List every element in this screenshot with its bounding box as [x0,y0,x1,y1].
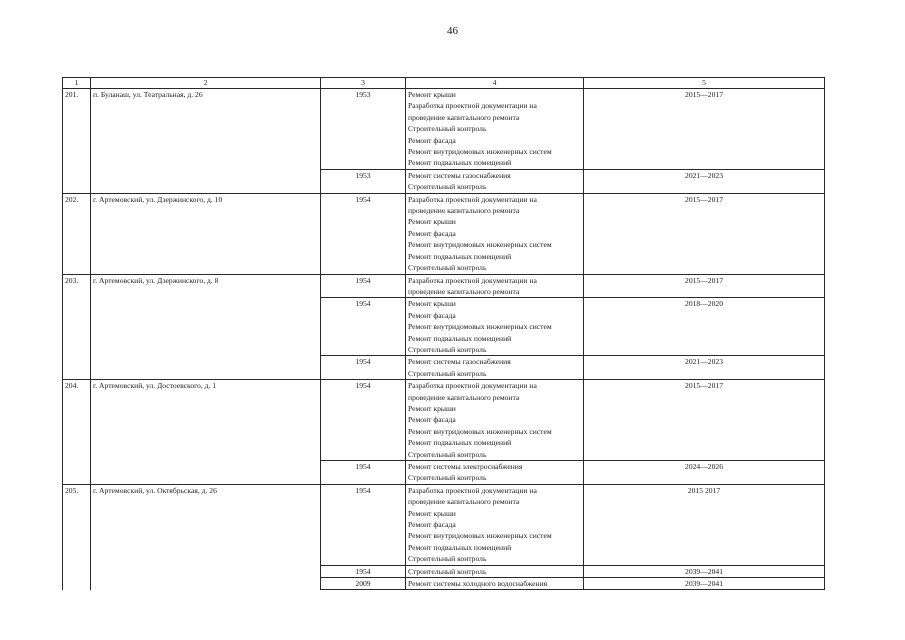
repair-work-item: Строительный контроль [408,449,487,459]
building-address: г. Артемовский, ул. Достоевского, д. 1 [91,380,321,485]
repair-works-list [406,565,584,577]
repair-work-item: Ремонт крыши [408,508,456,518]
repair-work-item: Строительный контроль [408,473,487,483]
repair-period: 2018—2020 [584,298,825,356]
repair-work-item: Разработка проектной документации на [408,194,537,204]
table-row [63,380,825,461]
construction-year: 1954 [321,565,406,577]
repair-work-item: Ремонт фасада [408,520,456,530]
building-number: 203. [63,274,91,380]
repair-work-item: Строительный контроль [408,344,487,354]
repair-work-item: Ремонт системы газоснабжения [408,357,511,367]
column-number-row [63,78,825,89]
repair-work-item: Ремонт подвальных помещений [408,542,512,552]
repair-work-item: Ремонт внутридомовых инженерных систем [408,240,552,250]
repair-period: 2024—2026 [584,461,825,485]
construction-year: 1954 [321,380,406,461]
construction-year: 1954 [321,193,406,274]
repair-work-item: Ремонт системы холодного водоснабжения [408,579,548,589]
repair-works-list [406,169,584,193]
repair-period: 2015—2017 [584,380,825,461]
repair-work-item: Строительный контроль [408,554,487,564]
repair-work-item: Ремонт подвальных помещений [408,251,512,261]
repair-period: 2015—2017 [584,193,825,274]
repair-work-item: Ремонт подвальных помещений [408,158,512,168]
column-header-4: 4 [406,78,584,89]
construction-year: 1954 [321,356,406,380]
repair-period: 2039—2041 [584,565,825,577]
repair-work-item: Строительный контроль [408,124,487,134]
repair-works-list [406,274,584,298]
repair-works-list [406,578,584,590]
construction-year: 1954 [321,484,406,565]
table-row [63,89,825,170]
repair-work-item: Ремонт внутридомовых инженерных систем [408,322,552,332]
construction-year: 1953 [321,89,406,170]
repair-work-item: Ремонт фасада [408,415,456,425]
construction-year: 1953 [321,169,406,193]
repair-work-item: Ремонт фасада [408,310,456,320]
table-row [63,274,825,298]
column-header-5: 5 [584,78,825,89]
repair-work-item: Ремонт крыши [408,403,456,413]
repair-work-item: Ремонт фасада [408,228,456,238]
repair-work-item: Ремонт крыши [408,299,456,309]
repair-period: 2015 2017 [584,484,825,565]
repair-period: 2039—2041 [584,578,825,590]
repair-works-list [406,298,584,356]
building-address: г. Артемовский, ул. Октябрьская, д. 26 [91,484,321,590]
building-number: 201. [63,89,91,194]
building-number: 204. [63,380,91,485]
table-row [63,484,825,565]
repair-work-item: проведение капитального ремонта [408,206,520,216]
repair-works-list [406,380,584,461]
building-number: 205. [63,484,91,590]
repair-work-item: Ремонт крыши [408,90,456,99]
building-number: 202. [63,193,91,274]
column-header-2: 2 [91,78,321,89]
repair-work-item: Ремонт внутридомовых инженерных систем [408,531,552,541]
building-address: п. Буланаш, ул. Театральная, д. 26 [91,89,321,194]
repair-work-item: Ремонт крыши [408,217,456,227]
repair-work-item: Ремонт фасада [408,135,456,145]
repair-work-item: Строительный контроль [408,566,487,576]
repair-work-item: Ремонт внутридомовых инженерных систем [408,426,552,436]
repair-work-item: Разработка проектной документации на [408,101,537,111]
repair-work-item: Разработка проектной документации на [408,381,537,391]
repair-work-item: Ремонт подвальных помещений [408,438,512,448]
repair-work-item: Ремонт системы газоснабжения [408,170,511,180]
repair-work-item: Разработка проектной документации на [408,275,537,285]
table-body [63,78,825,590]
repair-work-item: Разработка проектной документации на [408,485,537,495]
repair-works-list [406,193,584,274]
table-row [63,193,825,274]
repair-works-list [406,461,584,485]
page-number: 46 [447,25,458,37]
repair-work-item: Ремонт подвальных помещений [408,333,512,343]
column-header-3: 3 [321,78,406,89]
repair-work-item: проведение капитального ремонта [408,286,520,296]
repair-works-list [406,356,584,380]
repair-works-list [406,484,584,565]
construction-year: 1954 [321,461,406,485]
repair-works-list [406,89,584,170]
repair-period: 2021—2023 [584,356,825,380]
building-address: г. Артемовский, ул. Дзержинского, д. 10 [91,193,321,274]
repair-work-item: проведение капитального ремонта [408,392,520,402]
repair-work-item: Строительный контроль [408,263,487,273]
repair-work-item: Ремонт внутридомовых инженерных систем [408,147,552,157]
repair-work-item: Строительный контроль [408,368,487,378]
repair-period: 2021—2023 [584,169,825,193]
construction-year: 2009 [321,578,406,590]
repair-work-item: Ремонт системы электроснабжения [408,462,523,471]
building-address: г. Артемовский, ул. Дзержинского, д. 8 [91,274,321,380]
repair-period: 2015—2017 [584,274,825,298]
construction-year: 1954 [321,298,406,356]
construction-year: 1954 [321,274,406,298]
repair-period: 2015—2017 [584,89,825,170]
column-header-1: 1 [63,78,91,89]
repair-work-item: проведение капитального ремонта [408,112,520,122]
repair-work-item: проведение капитального ремонта [408,497,520,507]
repair-work-item: Строительный контроль [408,182,487,192]
repair-schedule-table [62,77,825,590]
